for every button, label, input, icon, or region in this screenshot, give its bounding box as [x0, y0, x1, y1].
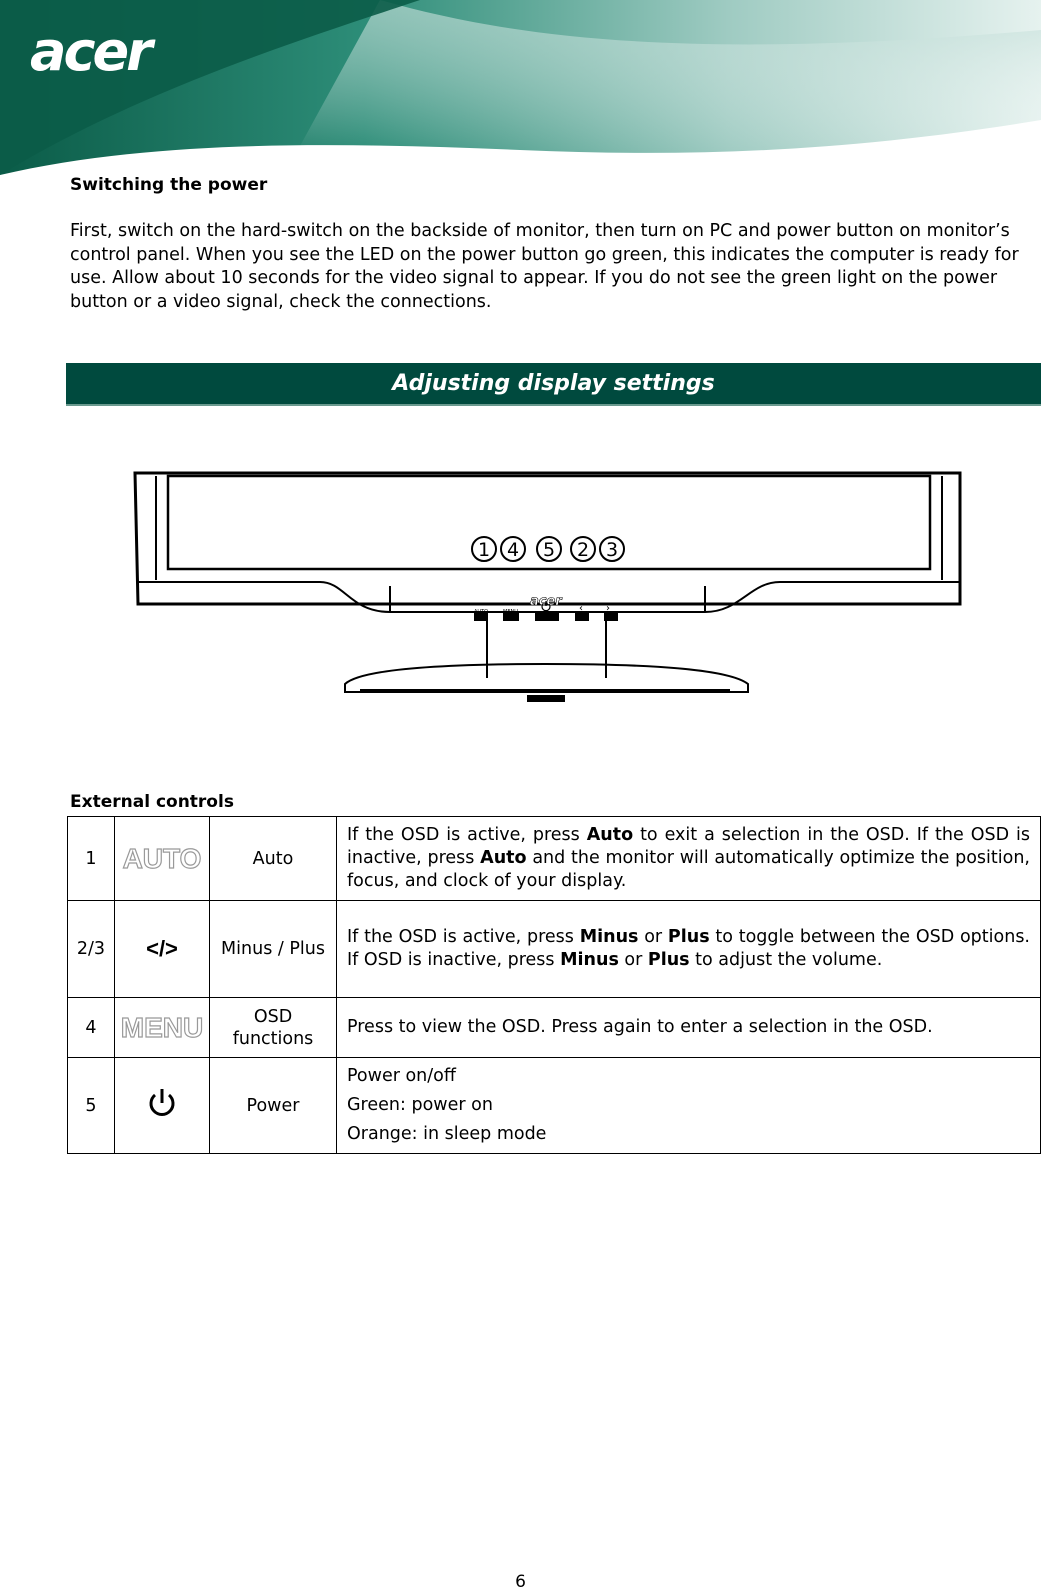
bezel-acer-logo: acer: [530, 594, 562, 609]
control-description: If the OSD is active, press Minus or Plus to toggle between the OSD options. If OSD is inactive, press Minus or Plus to adjust the volume.: [337, 901, 1041, 998]
control-name: Auto: [210, 817, 337, 901]
bezel-menu-label: MENU: [503, 609, 518, 615]
row-number: 2/3: [68, 901, 115, 998]
row-number: 1: [68, 817, 115, 901]
page-number: 6: [515, 1572, 526, 1592]
control-name: Minus / Plus: [210, 901, 337, 998]
callout-3: 3: [605, 539, 619, 561]
auto-icon: AUTO: [122, 842, 202, 874]
external-controls-table: [67, 816, 1041, 1154]
control-name: OSD functions: [210, 998, 337, 1058]
table-row: [68, 817, 1041, 901]
switching-power-heading: Switching the power: [70, 175, 268, 195]
row-number: 5: [68, 1058, 115, 1154]
row-number: 4: [68, 998, 115, 1058]
acer-logo: acer: [30, 20, 150, 83]
control-description: If the OSD is active, press Auto to exit a selection in the OSD. If the OSD is inactive, press Auto and the monitor will automatically optimize the position, focus, and clock of your display.: [337, 817, 1041, 901]
monitor-front-diagram: [130, 470, 980, 730]
minus-plus-icon: </>: [146, 936, 178, 961]
bezel-auto-label: AUTO: [474, 609, 489, 615]
adjusting-display-banner: Adjusting display settings: [66, 363, 1041, 406]
switching-power-paragraph: First, switch on the hard-switch on the backside of monitor, then turn on PC and power button on monitor’s control panel. When you see the LED on the power button go green, this indicates the computer is ready for use. Allow about 10 seconds for the video signal to appear. If you do not see the green light on the power button or a video signal, check the connections.: [70, 221, 1019, 312]
control-description: Press to view the OSD. Press again to enter a selection in the OSD.: [337, 998, 1041, 1058]
external-controls-heading: External controls: [70, 792, 234, 812]
bezel-minus-label: ‹: [579, 603, 583, 614]
bezel-plus-label: ›: [606, 603, 610, 614]
callout-5: 5: [542, 539, 556, 561]
control-description: Power on/off Green: power on Orange: in sleep mode: [337, 1058, 1041, 1154]
callout-2: 2: [576, 539, 590, 561]
callout-1: 1: [477, 539, 491, 561]
callout-4: 4: [506, 539, 520, 561]
table-row: [68, 1058, 1041, 1154]
menu-icon: MENU: [120, 1011, 204, 1043]
power-icon: [145, 1085, 179, 1121]
control-name: Power: [210, 1058, 337, 1154]
table-row: [68, 901, 1041, 998]
table-row: [68, 998, 1041, 1058]
header-swoosh-graphic: [0, 0, 1041, 175]
page-header: [0, 0, 1041, 175]
